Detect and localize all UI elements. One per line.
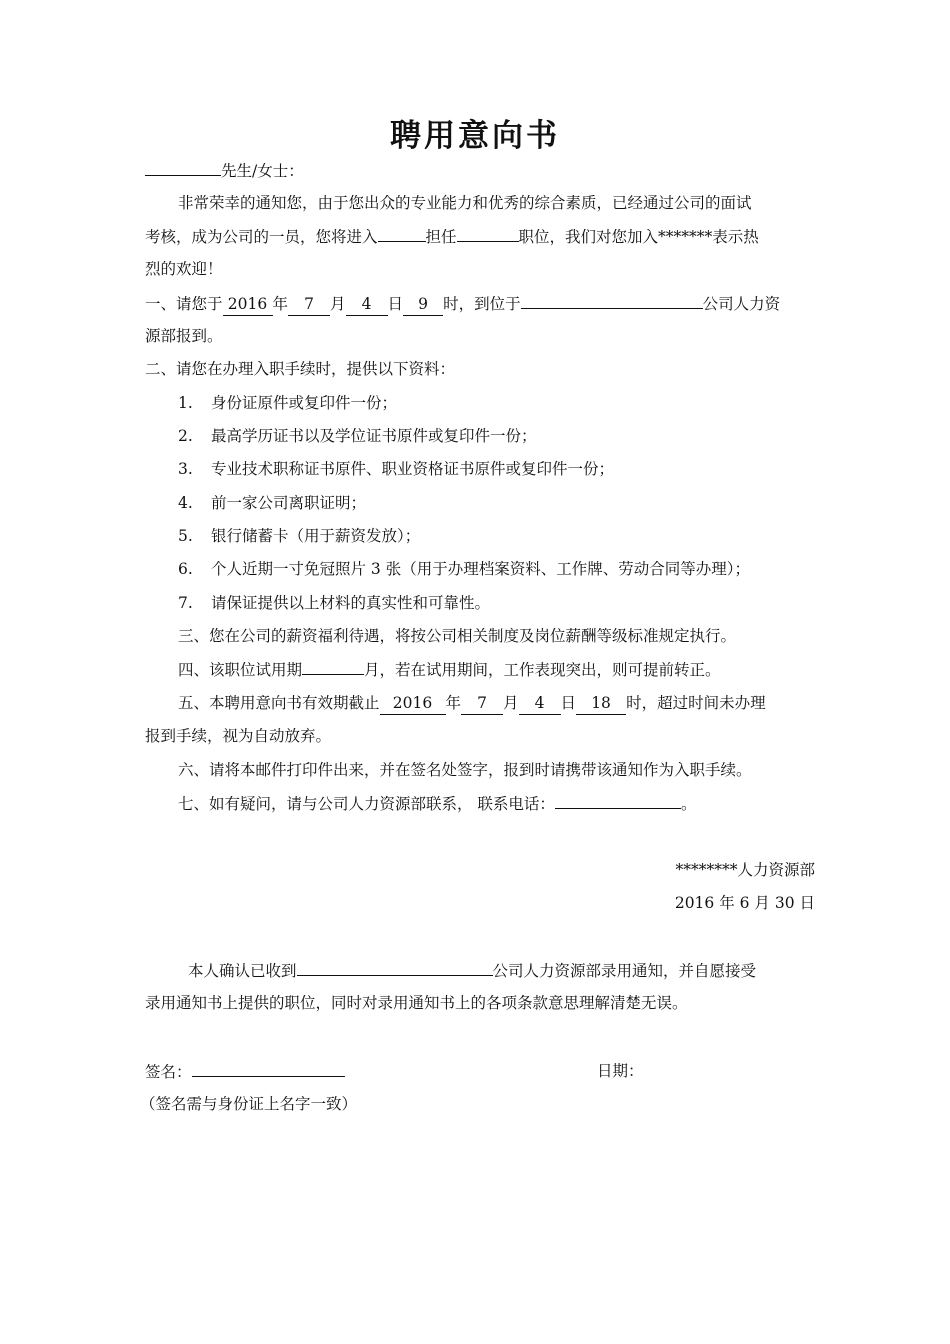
item-1-line-1 bbox=[145, 286, 815, 320]
list-item bbox=[178, 452, 815, 486]
position-blank bbox=[457, 219, 519, 242]
intro-line-3: 烈的欢迎！ bbox=[145, 260, 223, 278]
intro-text-b: 担任 bbox=[425, 228, 457, 246]
month-label: 月 bbox=[330, 295, 346, 313]
list-text: 最高学历证书以及学位证书原件或复印件一份； bbox=[211, 427, 537, 445]
expiry-year: 2016 bbox=[380, 692, 446, 715]
signature-row bbox=[145, 1054, 445, 1088]
list-number: 2. bbox=[178, 427, 193, 445]
report-year: 2016 bbox=[223, 293, 273, 316]
report-hour: 9 bbox=[403, 293, 443, 316]
confirm-text-b: 公司人力资源部录用通知，并自愿接受 bbox=[492, 962, 757, 980]
page-title: 聘用意向书 bbox=[390, 118, 560, 154]
list-text: 个人近期一寸免冠照片 3 张（用于办理档案资料、工作牌、劳动合同等办理）； bbox=[211, 560, 750, 578]
intro-line-2 bbox=[145, 219, 815, 253]
sender: ********人力资源部 bbox=[675, 861, 815, 879]
item-1-suffix: 公司人力资 bbox=[702, 295, 781, 313]
confirm-line-1 bbox=[188, 953, 815, 987]
item-5-prefix: 五、本聘用意向书有效期截止 bbox=[178, 694, 380, 712]
item-3: 三、您在公司的薪资福利待遇，将按公司相关制度及岗位薪酬等级标准规定执行。 bbox=[178, 627, 737, 645]
item-6: 六、请将本邮件打印件出来，并在签名处签字，报到时请携带该通知作为入职手续。 bbox=[178, 761, 752, 779]
list-text: 身份证原件或复印件一份； bbox=[211, 394, 398, 412]
list-number: 7. bbox=[178, 594, 193, 612]
report-month: 7 bbox=[288, 293, 330, 316]
item-4-suffix: 月，若在试用期间，工作表现突出，则可提前转正。 bbox=[364, 661, 721, 679]
year-label: 年 bbox=[445, 694, 462, 712]
item-7-suffix: 。 bbox=[680, 795, 697, 813]
list-number: 6. bbox=[178, 560, 193, 578]
day-label: 日 bbox=[387, 295, 404, 313]
list-number: 3. bbox=[178, 460, 193, 478]
salutation-line bbox=[145, 153, 815, 187]
list-item bbox=[178, 552, 815, 586]
expiry-month: 7 bbox=[461, 692, 503, 715]
company-blank bbox=[297, 953, 493, 976]
item-7 bbox=[178, 786, 815, 820]
department-blank bbox=[378, 219, 426, 242]
list-item bbox=[178, 486, 815, 520]
location-blank bbox=[521, 286, 703, 309]
intro-text-a: 考核，成为公司的一员，您将进入 bbox=[145, 228, 378, 246]
date-row bbox=[597, 1054, 797, 1088]
expiry-hour: 18 bbox=[576, 692, 626, 715]
list-number: 4. bbox=[178, 494, 193, 512]
list-text: 专业技术职称证书原件、职业资格证书原件或复印件一份； bbox=[211, 460, 615, 478]
item-4-prefix: 四、该职位试用期 bbox=[178, 661, 303, 679]
confirm-line-2: 录用通知书上提供的职位，同时对录用通知书上的各项条款意思理解清楚无误。 bbox=[145, 994, 688, 1012]
issue-date: 2016 年 6 月 30 日 bbox=[674, 894, 815, 912]
item-2-heading: 二、请您在办理入职手续时，提供以下资料： bbox=[145, 360, 456, 378]
item-5-line-1 bbox=[178, 686, 815, 720]
report-day: 4 bbox=[346, 293, 388, 316]
probation-blank bbox=[302, 652, 364, 675]
item-1-line-2: 源部报到。 bbox=[145, 327, 223, 345]
list-number: 1. bbox=[178, 394, 193, 412]
intro-text-c: 职位，我们对您加入*******表示热 bbox=[518, 228, 759, 246]
list-item bbox=[178, 519, 815, 553]
list-item bbox=[178, 586, 815, 620]
intro-line-1: 非常荣幸的通知您，由于您出众的专业能力和优秀的综合素质，已经通过公司的面试 bbox=[178, 194, 752, 212]
item-5-line-2: 报到手续，视为自动放弃。 bbox=[145, 727, 332, 745]
signature-field[interactable] bbox=[192, 1054, 345, 1077]
item-1-prefix: 一、请您于 bbox=[145, 295, 223, 313]
day-label: 日 bbox=[560, 694, 577, 712]
list-text: 前一家公司离职证明； bbox=[211, 494, 367, 512]
list-number: 5. bbox=[178, 527, 193, 545]
confirm-text-a: 本人确认已收到 bbox=[188, 962, 297, 980]
date-label: 日期： bbox=[597, 1062, 644, 1080]
list-item bbox=[178, 386, 815, 420]
expiry-day: 4 bbox=[519, 692, 561, 715]
hour-label: 时，超过时间未办理 bbox=[626, 694, 766, 712]
list-item bbox=[178, 419, 815, 453]
signature-note: （签名需与身份证上名字一致） bbox=[140, 1095, 358, 1113]
hour-label: 时，到位于 bbox=[443, 295, 521, 313]
item-4 bbox=[178, 652, 815, 686]
list-text: 银行储蓄卡（用于薪资发放）； bbox=[211, 527, 421, 545]
item-7-prefix: 七、如有疑问，请与公司人力资源部联系， 联系电话： bbox=[178, 795, 555, 813]
month-label: 月 bbox=[503, 694, 519, 712]
salutation: 先生/女士： bbox=[221, 162, 304, 180]
list-text: 请保证提供以上材料的真实性和可靠性。 bbox=[211, 594, 491, 612]
year-label: 年 bbox=[272, 295, 289, 313]
name-blank bbox=[145, 153, 221, 176]
phone-blank bbox=[555, 786, 681, 809]
signature-label: 签名： bbox=[145, 1063, 192, 1081]
